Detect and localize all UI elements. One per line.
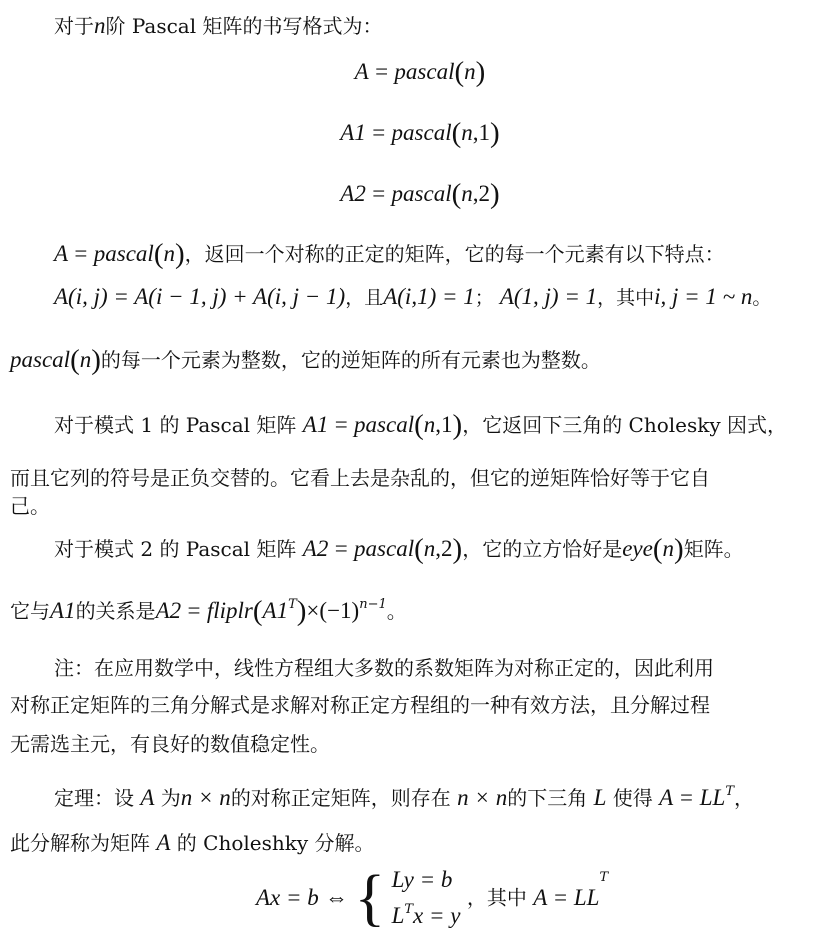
intro-text-a: 对于 xyxy=(54,14,94,38)
system-row-2 xyxy=(392,898,461,934)
eq-arg: n xyxy=(464,59,476,84)
math-n: n xyxy=(423,412,436,437)
math-equals: = xyxy=(74,241,88,266)
eq-fn: pascal xyxy=(391,120,452,145)
theorem-text-c: 的对称正定矩阵，则存在 xyxy=(230,786,451,810)
math-neg-one: (−1) xyxy=(319,598,360,623)
text-semicolon: ； xyxy=(474,287,494,309)
text-period: 。 xyxy=(752,287,772,309)
system-row-2-L: L xyxy=(391,902,405,928)
system-lhs: Ax = b xyxy=(256,884,319,910)
math-nxn: n × n xyxy=(180,785,231,810)
math-fn: pascal xyxy=(93,241,154,266)
math-rparen: ) xyxy=(674,533,684,565)
system-rows xyxy=(392,862,461,933)
property-line-1 xyxy=(54,237,725,272)
math-lparen: ( xyxy=(414,533,424,565)
system-iff: ⇔ xyxy=(325,884,349,910)
math-rparen: ) xyxy=(452,533,463,565)
math-fn: pascal xyxy=(354,536,415,561)
math-rparen: ) xyxy=(175,238,185,270)
index-range: i, j = 1 ~ n xyxy=(654,284,753,309)
integer-property-line xyxy=(10,343,601,378)
math-n: n xyxy=(94,13,106,38)
math-lparen: ( xyxy=(70,344,80,376)
relation-text-c: 。 xyxy=(386,599,407,623)
theorem-text-h: 的 Choleshky 分解。 xyxy=(176,831,375,855)
mode1-text-b: ，它返回下三角的 Cholesky 因式， xyxy=(462,413,788,437)
text-where: ，其中 xyxy=(597,287,655,309)
eq-equals: = xyxy=(372,120,386,145)
theorem-text-b: 为 xyxy=(160,786,181,810)
system-row-1: Ly = b xyxy=(391,867,453,892)
eq-arg: n xyxy=(461,181,473,206)
mode1-line-3: 己。 xyxy=(10,494,50,518)
math-fn: pascal xyxy=(10,347,71,372)
note-line-1: 注：在应用数学中，线性方程组大多数的系数矩阵为对称正定的，因此利用 xyxy=(54,656,714,680)
math-A: A xyxy=(156,830,171,855)
mode2-text-c: 矩阵。 xyxy=(683,537,744,561)
mode1-line-1 xyxy=(54,408,787,443)
relation-text-a: 它与 xyxy=(10,599,50,623)
note-line-3: 无需选主元，有良好的数值稳定性。 xyxy=(10,732,330,756)
math-A2: A2 xyxy=(155,598,182,623)
eq-lhs: A2 xyxy=(340,181,366,206)
math-arg2: ,1 xyxy=(435,412,453,437)
eq-rparen: ) xyxy=(490,117,500,149)
system-row-2-rest: x = y xyxy=(413,902,461,928)
system-where: ，其中 xyxy=(466,885,527,910)
mode2-line-1 xyxy=(54,532,744,567)
theorem-line-2 xyxy=(10,829,375,857)
theorem-text-g: 此分解称为矩阵 xyxy=(10,831,150,855)
math-A1: A1 xyxy=(262,598,289,623)
math-fn: pascal xyxy=(354,412,415,437)
math-n: n xyxy=(79,347,92,372)
theorem-text-a: 定理：设 xyxy=(54,786,134,810)
math-lparen: ( xyxy=(252,595,263,627)
equation-pascal-n xyxy=(0,55,840,90)
boundary-cond-2: A(1, j) = 1 xyxy=(499,284,598,309)
math-rparen: ) xyxy=(91,344,101,376)
theorem-text-e: 使得 xyxy=(612,786,653,810)
math-n: n xyxy=(662,536,675,561)
math-equals: = xyxy=(187,598,201,623)
math-equals: = xyxy=(334,536,348,561)
mode1-line-2: 而且它列的符号是正负交替的。它看上去是杂乱的，但它的逆矩阵恰好等于它自 xyxy=(10,466,710,490)
math-A-eq-LLT: A = LL xyxy=(659,785,726,810)
note-line-2: 对称正定矩阵的三角分解式是求解对称正定方程组的一种有效方法，且分解过程 xyxy=(10,693,710,717)
intro-line xyxy=(54,12,382,40)
eq-lparen: ( xyxy=(454,56,465,88)
mode2-text-b: ，它的立方恰好是 xyxy=(462,537,623,561)
math-fliplr: fliplr xyxy=(206,598,253,623)
math-times: × xyxy=(306,598,320,623)
math-A1: A1 xyxy=(302,412,329,437)
boundary-cond-1: A(i,1) = 1 xyxy=(383,284,475,309)
math-A: A xyxy=(140,785,155,810)
mode2-text-a: 对于模式 2 的 Pascal 矩阵 xyxy=(54,537,297,561)
eq-arg: n xyxy=(461,120,473,145)
eq-fn: pascal xyxy=(391,181,452,206)
property-text: ，返回一个对称的正定的矩阵，它的每一个元素有以下特点： xyxy=(184,242,725,266)
eq-arg2: ,2 xyxy=(472,181,491,206)
system-row-2-T: T xyxy=(404,901,414,917)
equation-pascal-n-2 xyxy=(0,177,840,212)
eq-lparen: ( xyxy=(451,117,462,149)
math-rparen: ) xyxy=(296,595,307,627)
math-lparen: ( xyxy=(153,238,164,270)
math-transpose: T xyxy=(288,597,297,612)
system-rhs: A = LL xyxy=(533,884,600,910)
mode1-text-a: 对于模式 1 的 Pascal 矩阵 xyxy=(54,413,297,437)
math-lparen: ( xyxy=(414,409,424,441)
integer-text: 的每一个元素为整数，它的逆矩阵的所有元素也为整数。 xyxy=(100,348,601,372)
math-L: L xyxy=(593,785,607,810)
intro-text-b: 阶 Pascal 矩阵的书写格式为： xyxy=(105,14,383,38)
mode2-line-2 xyxy=(10,594,407,629)
recurrence-formula: A(i, j) = A(i − 1, j) + A(i, j − 1) xyxy=(54,284,346,309)
math-exponent: n−1 xyxy=(359,597,387,612)
theorem-text-f: ， xyxy=(734,786,754,810)
eq-arg2: ,1 xyxy=(472,120,491,145)
math-n: n xyxy=(423,536,436,561)
system-brace: { xyxy=(354,861,386,933)
theorem-text-d: 的下三角 xyxy=(507,786,588,810)
system-rhs-T: T xyxy=(599,870,609,886)
eq-equals: = xyxy=(375,59,389,84)
math-A: A xyxy=(54,241,69,266)
math-equals: = xyxy=(334,412,348,437)
math-arg2: ,2 xyxy=(435,536,453,561)
text-and: ，且 xyxy=(345,287,384,309)
eq-lhs: A xyxy=(354,59,369,84)
math-rparen: ) xyxy=(452,409,463,441)
eq-rparen: ) xyxy=(490,178,500,210)
math-eye: eye xyxy=(622,536,653,561)
math-nxn: n × n xyxy=(457,785,508,810)
eq-fn: pascal xyxy=(394,59,455,84)
math-A2: A2 xyxy=(302,536,329,561)
theorem-line-1 xyxy=(54,784,754,812)
equation-pascal-n-1 xyxy=(0,116,840,151)
math-n: n xyxy=(163,241,175,266)
cholesky-system xyxy=(256,862,608,933)
math-lparen: ( xyxy=(652,533,663,565)
eq-lhs: A1 xyxy=(340,120,366,145)
math-A1: A1 xyxy=(50,598,76,623)
math-transpose: T xyxy=(725,784,734,799)
eq-equals: = xyxy=(372,181,386,206)
property-line-2 xyxy=(54,283,771,311)
eq-lparen: ( xyxy=(451,178,462,210)
relation-text-b: 的关系是 xyxy=(75,599,156,623)
eq-rparen: ) xyxy=(475,56,486,88)
